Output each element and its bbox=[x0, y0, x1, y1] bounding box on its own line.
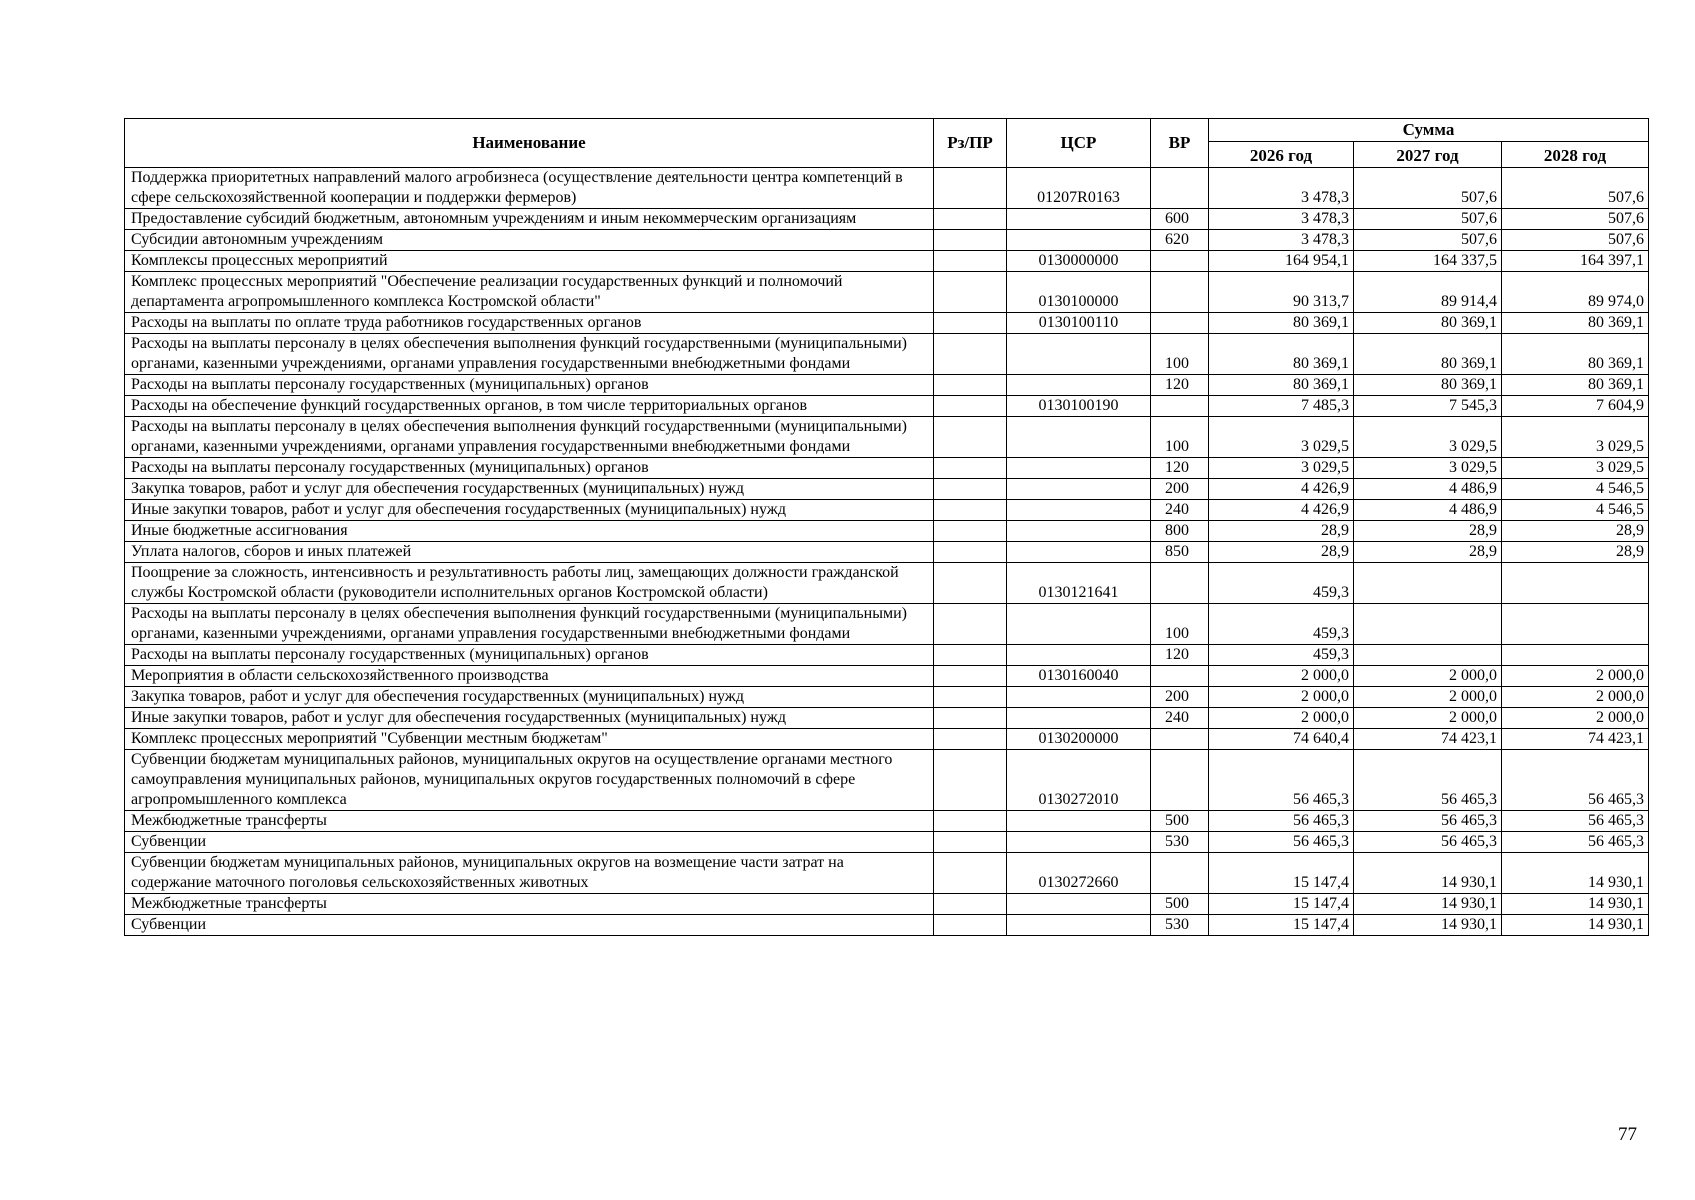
cell-csr: 0130200000 bbox=[1007, 729, 1151, 750]
cell-csr bbox=[1007, 811, 1151, 832]
table-row bbox=[125, 375, 1649, 396]
cell-csr bbox=[1007, 645, 1151, 666]
cell-csr: 01207R0163 bbox=[1007, 168, 1151, 209]
cell-name: Иные закупки товаров, работ и услуг для обеспечения государственных (муниципальных) нужд bbox=[125, 500, 934, 521]
table-row bbox=[125, 894, 1649, 915]
cell-name: Субвенции бюджетам муниципальных районов, муниципальных округов на возмещение части затрат на содержание маточного поголовья сельскохозяйственных животных bbox=[125, 853, 934, 894]
cell-2026: 459,3 bbox=[1209, 604, 1354, 645]
cell-2027: 14 930,1 bbox=[1354, 915, 1502, 936]
cell-2026: 15 147,4 bbox=[1209, 894, 1354, 915]
table-row bbox=[125, 396, 1649, 417]
cell-2026: 459,3 bbox=[1209, 645, 1354, 666]
cell-csr bbox=[1007, 479, 1151, 500]
cell-vr: 240 bbox=[1151, 500, 1209, 521]
cell-2027: 2 000,0 bbox=[1354, 708, 1502, 729]
cell-2028: 4 546,5 bbox=[1502, 479, 1649, 500]
cell-2026: 15 147,4 bbox=[1209, 915, 1354, 936]
cell-2027: 74 423,1 bbox=[1354, 729, 1502, 750]
cell-2027: 80 369,1 bbox=[1354, 313, 1502, 334]
cell-2026: 56 465,3 bbox=[1209, 832, 1354, 853]
cell-2027: 7 545,3 bbox=[1354, 396, 1502, 417]
cell-csr bbox=[1007, 521, 1151, 542]
cell-2027: 28,9 bbox=[1354, 542, 1502, 563]
cell-csr: 0130272010 bbox=[1007, 750, 1151, 811]
cell-2026: 15 147,4 bbox=[1209, 853, 1354, 894]
table-row bbox=[125, 604, 1649, 645]
cell-csr bbox=[1007, 604, 1151, 645]
cell-2027: 56 465,3 bbox=[1354, 832, 1502, 853]
cell-name: Субвенции бюджетам муниципальных районов, муниципальных округов на осуществление органами местного самоуправления муниципальных районов, муниципальных округов государственных полномочий в сфере агропромышленного комплекса bbox=[125, 750, 934, 811]
cell-2026: 74 640,4 bbox=[1209, 729, 1354, 750]
cell-2026: 80 369,1 bbox=[1209, 375, 1354, 396]
cell-rzpr bbox=[934, 563, 1007, 604]
header-csr: ЦСР bbox=[1007, 119, 1151, 168]
cell-csr bbox=[1007, 542, 1151, 563]
cell-2027: 89 914,4 bbox=[1354, 272, 1502, 313]
budget-table-container bbox=[124, 118, 1648, 936]
cell-rzpr bbox=[934, 832, 1007, 853]
cell-2028 bbox=[1502, 604, 1649, 645]
table-row bbox=[125, 645, 1649, 666]
cell-csr bbox=[1007, 832, 1151, 853]
cell-vr: 120 bbox=[1151, 375, 1209, 396]
cell-2028 bbox=[1502, 563, 1649, 604]
cell-2027: 164 337,5 bbox=[1354, 251, 1502, 272]
cell-vr: 530 bbox=[1151, 915, 1209, 936]
cell-2026: 4 426,9 bbox=[1209, 500, 1354, 521]
cell-csr bbox=[1007, 334, 1151, 375]
table-row bbox=[125, 458, 1649, 479]
cell-csr: 0130100110 bbox=[1007, 313, 1151, 334]
cell-2026: 90 313,7 bbox=[1209, 272, 1354, 313]
cell-2028: 507,6 bbox=[1502, 168, 1649, 209]
cell-2028: 507,6 bbox=[1502, 230, 1649, 251]
cell-rzpr bbox=[934, 853, 1007, 894]
header-sum: Сумма bbox=[1209, 119, 1649, 142]
cell-rzpr bbox=[934, 604, 1007, 645]
cell-name: Комплекс процессных мероприятий "Обеспечение реализации государственных функций и полномочий департамента агропромышленного комплекса Костромской области" bbox=[125, 272, 934, 313]
cell-2028: 80 369,1 bbox=[1502, 375, 1649, 396]
cell-csr: 0130160040 bbox=[1007, 666, 1151, 687]
cell-2028: 3 029,5 bbox=[1502, 458, 1649, 479]
cell-name: Субвенции bbox=[125, 832, 934, 853]
cell-2027: 3 029,5 bbox=[1354, 458, 1502, 479]
cell-2026: 4 426,9 bbox=[1209, 479, 1354, 500]
table-row bbox=[125, 853, 1649, 894]
cell-rzpr bbox=[934, 666, 1007, 687]
cell-rzpr bbox=[934, 894, 1007, 915]
cell-name: Расходы на выплаты персоналу в целях обеспечения выполнения функций государственными (муниципальными) органами, казенными учреждениями, органами управления государственными внебюджетными фондами bbox=[125, 334, 934, 375]
cell-vr: 500 bbox=[1151, 894, 1209, 915]
cell-2028: 28,9 bbox=[1502, 521, 1649, 542]
cell-rzpr bbox=[934, 645, 1007, 666]
table-row bbox=[125, 334, 1649, 375]
table-row bbox=[125, 729, 1649, 750]
cell-2026: 2 000,0 bbox=[1209, 666, 1354, 687]
cell-name: Межбюджетные трансферты bbox=[125, 811, 934, 832]
table-row bbox=[125, 521, 1649, 542]
cell-vr bbox=[1151, 396, 1209, 417]
cell-vr: 200 bbox=[1151, 479, 1209, 500]
cell-rzpr bbox=[934, 251, 1007, 272]
cell-csr bbox=[1007, 687, 1151, 708]
cell-2026: 459,3 bbox=[1209, 563, 1354, 604]
cell-vr: 200 bbox=[1151, 687, 1209, 708]
table-row bbox=[125, 251, 1649, 272]
cell-csr bbox=[1007, 417, 1151, 458]
cell-2026: 56 465,3 bbox=[1209, 811, 1354, 832]
table-row bbox=[125, 168, 1649, 209]
page-number: 77 bbox=[1618, 1124, 1637, 1145]
cell-2026: 80 369,1 bbox=[1209, 313, 1354, 334]
cell-name: Расходы на выплаты персоналу в целях обеспечения выполнения функций государственными (муниципальными) органами, казенными учреждениями, органами управления государственными внебюджетными фондами bbox=[125, 604, 934, 645]
cell-2027: 2 000,0 bbox=[1354, 687, 1502, 708]
cell-rzpr bbox=[934, 521, 1007, 542]
cell-name: Субвенции bbox=[125, 915, 934, 936]
table-row bbox=[125, 563, 1649, 604]
table-row bbox=[125, 500, 1649, 521]
cell-vr: 100 bbox=[1151, 604, 1209, 645]
cell-name: Поддержка приоритетных направлений малого агробизнеса (осуществление деятельности центра компетенций в сфере сельскохозяйственной кооперации и поддержки фермеров) bbox=[125, 168, 934, 209]
cell-2027: 56 465,3 bbox=[1354, 750, 1502, 811]
cell-2026: 2 000,0 bbox=[1209, 687, 1354, 708]
cell-csr: 0130000000 bbox=[1007, 251, 1151, 272]
cell-vr: 600 bbox=[1151, 209, 1209, 230]
cell-vr: 850 bbox=[1151, 542, 1209, 563]
cell-2027: 507,6 bbox=[1354, 209, 1502, 230]
cell-name: Субсидии автономным учреждениям bbox=[125, 230, 934, 251]
cell-csr bbox=[1007, 894, 1151, 915]
cell-rzpr bbox=[934, 729, 1007, 750]
cell-2028: 3 029,5 bbox=[1502, 417, 1649, 458]
cell-name: Межбюджетные трансферты bbox=[125, 894, 934, 915]
cell-rzpr bbox=[934, 417, 1007, 458]
cell-name: Комплексы процессных мероприятий bbox=[125, 251, 934, 272]
cell-name: Расходы на выплаты персоналу государственных (муниципальных) органов bbox=[125, 375, 934, 396]
cell-name: Мероприятия в области сельскохозяйственного производства bbox=[125, 666, 934, 687]
cell-csr bbox=[1007, 230, 1151, 251]
cell-vr bbox=[1151, 853, 1209, 894]
cell-name: Расходы на обеспечение функций государственных органов, в том числе территориальных органов bbox=[125, 396, 934, 417]
header-vr: ВР bbox=[1151, 119, 1209, 168]
cell-2026: 3 478,3 bbox=[1209, 230, 1354, 251]
cell-name: Уплата налогов, сборов и иных платежей bbox=[125, 542, 934, 563]
cell-2027: 56 465,3 bbox=[1354, 811, 1502, 832]
cell-name: Иные бюджетные ассигнования bbox=[125, 521, 934, 542]
cell-vr: 100 bbox=[1151, 334, 1209, 375]
cell-2026: 3 478,3 bbox=[1209, 168, 1354, 209]
cell-rzpr bbox=[934, 396, 1007, 417]
cell-2027: 14 930,1 bbox=[1354, 894, 1502, 915]
cell-2027: 80 369,1 bbox=[1354, 375, 1502, 396]
cell-rzpr bbox=[934, 458, 1007, 479]
cell-2028: 14 930,1 bbox=[1502, 894, 1649, 915]
cell-2026: 164 954,1 bbox=[1209, 251, 1354, 272]
cell-csr: 0130100000 bbox=[1007, 272, 1151, 313]
cell-vr bbox=[1151, 729, 1209, 750]
cell-vr bbox=[1151, 251, 1209, 272]
cell-vr: 120 bbox=[1151, 645, 1209, 666]
cell-rzpr bbox=[934, 272, 1007, 313]
cell-csr bbox=[1007, 458, 1151, 479]
cell-rzpr bbox=[934, 168, 1007, 209]
cell-2028: 56 465,3 bbox=[1502, 832, 1649, 853]
cell-csr: 0130100190 bbox=[1007, 396, 1151, 417]
cell-2027 bbox=[1354, 604, 1502, 645]
cell-2026: 56 465,3 bbox=[1209, 750, 1354, 811]
cell-rzpr bbox=[934, 313, 1007, 334]
cell-vr bbox=[1151, 168, 1209, 209]
cell-rzpr bbox=[934, 811, 1007, 832]
cell-2027: 507,6 bbox=[1354, 168, 1502, 209]
cell-vr bbox=[1151, 272, 1209, 313]
cell-2028: 80 369,1 bbox=[1502, 334, 1649, 375]
table-row bbox=[125, 811, 1649, 832]
cell-2026: 3 029,5 bbox=[1209, 458, 1354, 479]
cell-csr: 0130272660 bbox=[1007, 853, 1151, 894]
table-row bbox=[125, 479, 1649, 500]
cell-vr: 530 bbox=[1151, 832, 1209, 853]
cell-rzpr bbox=[934, 479, 1007, 500]
cell-rzpr bbox=[934, 687, 1007, 708]
table-row bbox=[125, 750, 1649, 811]
cell-2028: 2 000,0 bbox=[1502, 708, 1649, 729]
cell-vr: 240 bbox=[1151, 708, 1209, 729]
cell-2026: 3 478,3 bbox=[1209, 209, 1354, 230]
table-row bbox=[125, 915, 1649, 936]
cell-2026: 3 029,5 bbox=[1209, 417, 1354, 458]
cell-vr: 620 bbox=[1151, 230, 1209, 251]
cell-2028: 2 000,0 bbox=[1502, 666, 1649, 687]
cell-name: Комплекс процессных мероприятий "Субвенции местным бюджетам" bbox=[125, 729, 934, 750]
cell-2028: 2 000,0 bbox=[1502, 687, 1649, 708]
cell-vr bbox=[1151, 313, 1209, 334]
cell-2028: 56 465,3 bbox=[1502, 750, 1649, 811]
table-row bbox=[125, 542, 1649, 563]
cell-rzpr bbox=[934, 750, 1007, 811]
cell-2026: 7 485,3 bbox=[1209, 396, 1354, 417]
cell-2027 bbox=[1354, 645, 1502, 666]
cell-2028: 28,9 bbox=[1502, 542, 1649, 563]
cell-2028: 14 930,1 bbox=[1502, 915, 1649, 936]
cell-2026: 80 369,1 bbox=[1209, 334, 1354, 375]
cell-rzpr bbox=[934, 375, 1007, 396]
budget-table bbox=[124, 118, 1649, 936]
cell-2027: 4 486,9 bbox=[1354, 479, 1502, 500]
table-row bbox=[125, 230, 1649, 251]
cell-rzpr bbox=[934, 915, 1007, 936]
header-year-2027: 2027 год bbox=[1354, 142, 1502, 168]
cell-2028: 7 604,9 bbox=[1502, 396, 1649, 417]
cell-csr bbox=[1007, 209, 1151, 230]
cell-rzpr bbox=[934, 542, 1007, 563]
cell-name: Закупка товаров, работ и услуг для обеспечения государственных (муниципальных) нужд bbox=[125, 687, 934, 708]
cell-2028: 164 397,1 bbox=[1502, 251, 1649, 272]
cell-name: Расходы на выплаты по оплате труда работников государственных органов bbox=[125, 313, 934, 334]
cell-2028 bbox=[1502, 645, 1649, 666]
cell-2028: 4 546,5 bbox=[1502, 500, 1649, 521]
table-row bbox=[125, 417, 1649, 458]
cell-2026: 28,9 bbox=[1209, 542, 1354, 563]
table-row bbox=[125, 209, 1649, 230]
cell-rzpr bbox=[934, 500, 1007, 521]
cell-name: Предоставление субсидий бюджетным, автономным учреждениям и иным некоммерческим организациям bbox=[125, 209, 934, 230]
cell-2028: 89 974,0 bbox=[1502, 272, 1649, 313]
cell-vr: 500 bbox=[1151, 811, 1209, 832]
cell-rzpr bbox=[934, 708, 1007, 729]
cell-name: Закупка товаров, работ и услуг для обеспечения государственных (муниципальных) нужд bbox=[125, 479, 934, 500]
cell-2027: 80 369,1 bbox=[1354, 334, 1502, 375]
cell-2027: 14 930,1 bbox=[1354, 853, 1502, 894]
table-row bbox=[125, 666, 1649, 687]
table-body bbox=[125, 168, 1649, 936]
cell-csr bbox=[1007, 375, 1151, 396]
cell-2028: 507,6 bbox=[1502, 209, 1649, 230]
table-row bbox=[125, 708, 1649, 729]
cell-2028: 56 465,3 bbox=[1502, 811, 1649, 832]
cell-csr bbox=[1007, 708, 1151, 729]
cell-vr: 100 bbox=[1151, 417, 1209, 458]
cell-2027: 4 486,9 bbox=[1354, 500, 1502, 521]
header-rzpr: Рз/ПР bbox=[934, 119, 1007, 168]
cell-vr bbox=[1151, 563, 1209, 604]
cell-name: Расходы на выплаты персоналу государственных (муниципальных) органов bbox=[125, 645, 934, 666]
cell-csr bbox=[1007, 500, 1151, 521]
table-row bbox=[125, 272, 1649, 313]
cell-2027 bbox=[1354, 563, 1502, 604]
cell-vr bbox=[1151, 750, 1209, 811]
cell-2027: 28,9 bbox=[1354, 521, 1502, 542]
cell-2026: 2 000,0 bbox=[1209, 708, 1354, 729]
cell-vr bbox=[1151, 666, 1209, 687]
header-year-2026: 2026 год bbox=[1209, 142, 1354, 168]
cell-2027: 2 000,0 bbox=[1354, 666, 1502, 687]
table-row bbox=[125, 687, 1649, 708]
header-row-top bbox=[125, 119, 1649, 142]
table-row bbox=[125, 313, 1649, 334]
cell-2027: 3 029,5 bbox=[1354, 417, 1502, 458]
cell-rzpr bbox=[934, 230, 1007, 251]
cell-rzpr bbox=[934, 334, 1007, 375]
cell-name: Расходы на выплаты персоналу государственных (муниципальных) органов bbox=[125, 458, 934, 479]
cell-name: Иные закупки товаров, работ и услуг для обеспечения государственных (муниципальных) нужд bbox=[125, 708, 934, 729]
cell-name: Расходы на выплаты персоналу в целях обеспечения выполнения функций государственными (муниципальными) органами, казенными учреждениями, органами управления государственными внебюджетными фондами bbox=[125, 417, 934, 458]
cell-2028: 80 369,1 bbox=[1502, 313, 1649, 334]
table-row bbox=[125, 832, 1649, 853]
cell-2026: 28,9 bbox=[1209, 521, 1354, 542]
cell-csr bbox=[1007, 915, 1151, 936]
cell-csr: 0130121641 bbox=[1007, 563, 1151, 604]
cell-name: Поощрение за сложность, интенсивность и результативность работы лиц, замещающих должности гражданской службы Костромской области (руководители исполнительных органов Костромской области) bbox=[125, 563, 934, 604]
cell-2028: 74 423,1 bbox=[1502, 729, 1649, 750]
cell-vr: 800 bbox=[1151, 521, 1209, 542]
cell-2028: 14 930,1 bbox=[1502, 853, 1649, 894]
cell-2027: 507,6 bbox=[1354, 230, 1502, 251]
cell-vr: 120 bbox=[1151, 458, 1209, 479]
cell-rzpr bbox=[934, 209, 1007, 230]
header-year-2028: 2028 год bbox=[1502, 142, 1649, 168]
header-name: Наименование bbox=[125, 119, 934, 168]
